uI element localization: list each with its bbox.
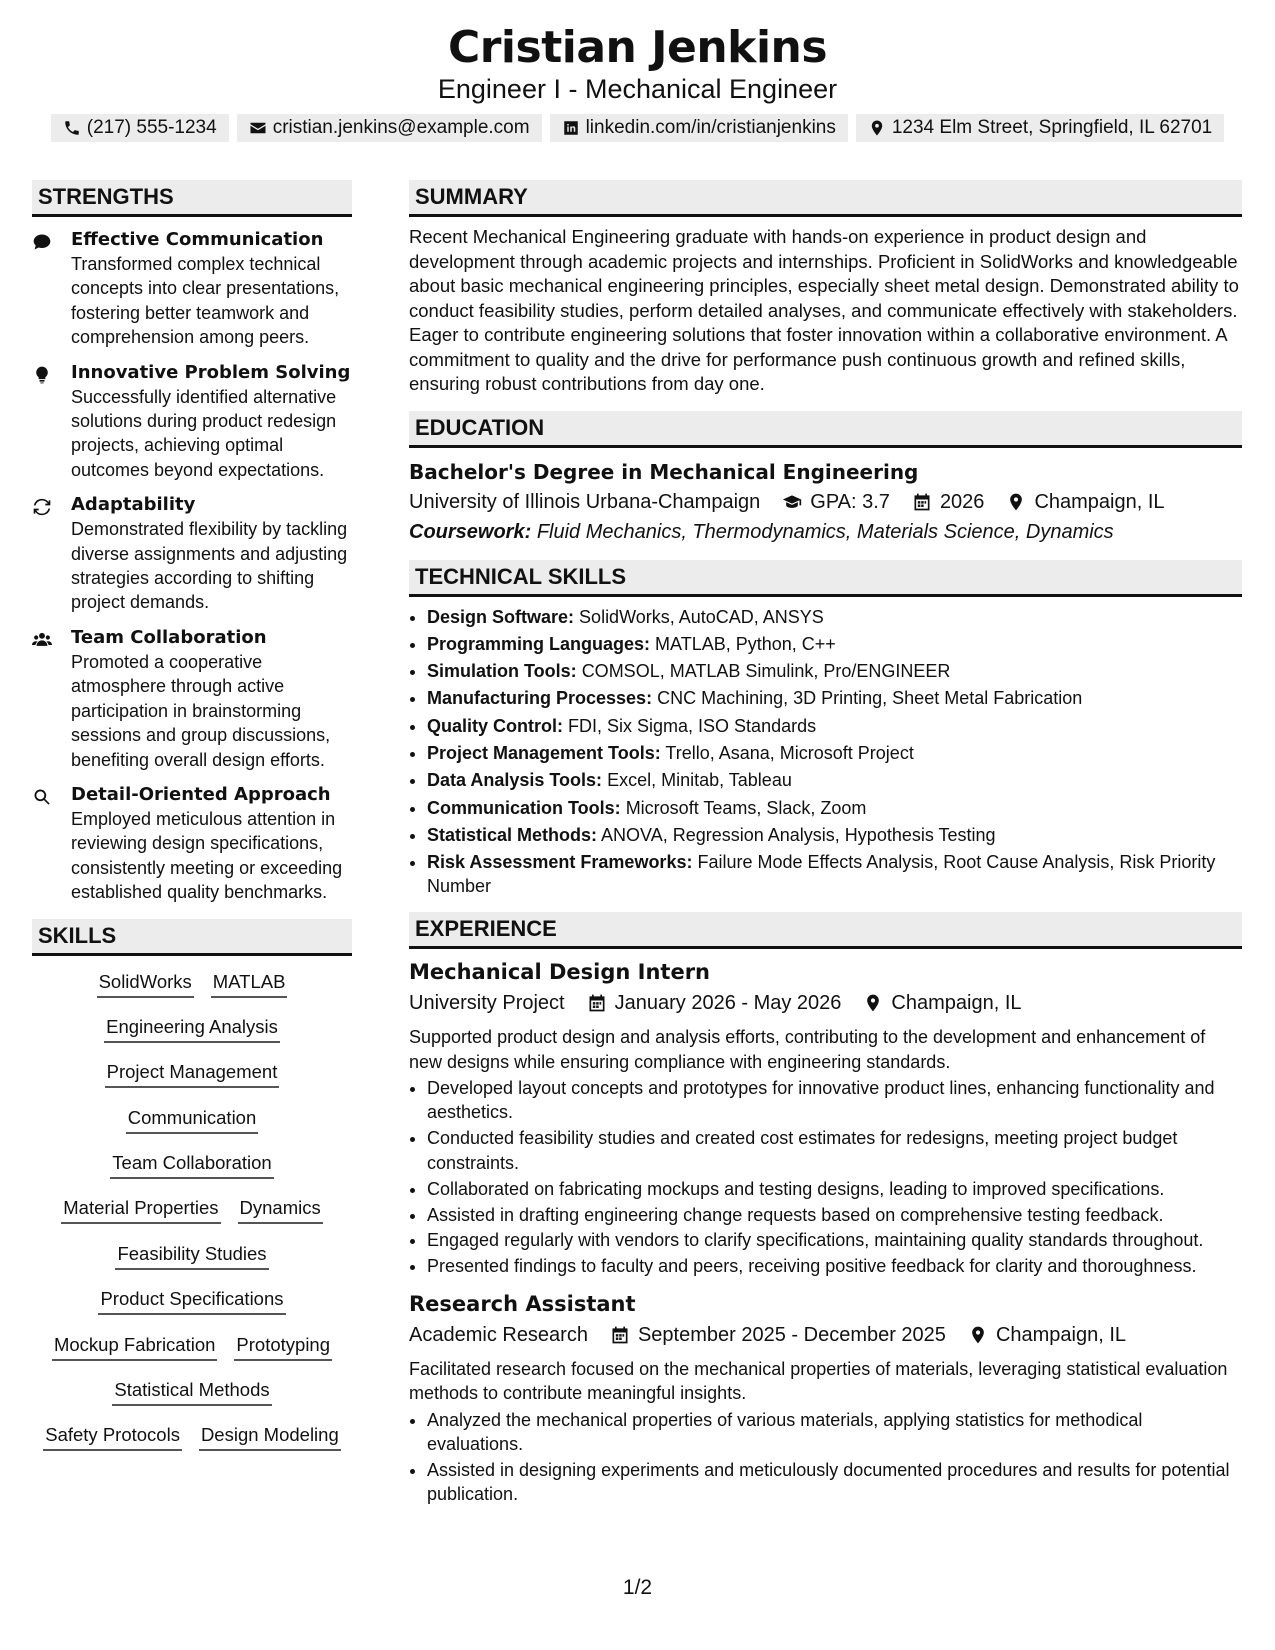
skill-values: MATLAB, Python, C++ [655, 633, 836, 654]
skill-tag: Engineering Analysis [104, 1015, 280, 1043]
coursework [409, 518, 1242, 546]
calendar-icon [587, 993, 607, 1013]
job-description: Supported product design and analysis efforts, contributing to the development and enhancement of new designs while ensuring compliance with engineering standards. [409, 1027, 1206, 1072]
skill-tag: SolidWorks [97, 970, 194, 998]
job-entry [409, 957, 1242, 1279]
strength-item [32, 626, 352, 772]
job-bullets [409, 1076, 1242, 1279]
skill-category: Statistical Methods: [427, 824, 598, 845]
job-title: Research Assistant [409, 1291, 636, 1316]
school-name: University of Illinois Urbana-Champaign [409, 490, 761, 513]
sync-icon [32, 497, 52, 517]
right-column [409, 180, 1242, 1517]
skill-category: Simulation Tools: [427, 661, 577, 682]
skill-category: Data Analysis Tools: [427, 770, 603, 791]
skill-tag: MATLAB [211, 970, 288, 998]
skill-values: FDI, Six Sigma, ISO Standards [568, 715, 817, 736]
contact-phone [51, 114, 229, 142]
job-description: Facilitated research focused on the mechanical properties of materials, leveraging statistical evaluation methods to contribute meaningful insights. [409, 1358, 1228, 1404]
skill-tag: Feasibility Studies [115, 1242, 268, 1270]
list-item: • Presented findings to faculty and peers, receiving positive feedback for clarity and thoroughness. [427, 1254, 1242, 1278]
summary-heading: SUMMARY [409, 180, 1242, 217]
skill-values: Microsoft Teams, Slack, Zoom [625, 797, 867, 818]
skill-category: Design Software: [427, 606, 575, 627]
strength-desc: Promoted a cooperative atmosphere through active participation in brainstorming sessions and group discussions, benefiting overall design efforts. [71, 651, 331, 770]
job-org: Academic Research [409, 1323, 588, 1346]
skill-tag: Mockup Fabrication [52, 1333, 217, 1361]
job-meta [409, 987, 1242, 1019]
strength-item [32, 228, 352, 350]
skill-values: CNC Machining, 3D Printing, Sheet Metal Fabrication [657, 688, 1083, 709]
strength-desc: Employed meticulous attention in reviewing design specifications, consistently meeting or exceeding established quality benchmarks. [71, 808, 343, 903]
map-pin-icon [1006, 492, 1026, 512]
list-item [427, 659, 1242, 683]
contact-address-text: 1234 Elm Street, Springfield, IL 62701 [891, 117, 1213, 138]
contact-email [237, 114, 542, 142]
summary-text: Recent Mechanical Engineering graduate with hands-on experience in product design and development through academic projects and internships. Proficient in SolidWorks and knowledgeable about basic mechanical engineering principles, especially sheet metal design. Demonstrated ability to conduct feasibility studies, perform detailed analyses, and communicate effectively with stakeholders. Eager to contribute engineering solutions that foster innovation within a collaborative environment. A commitment to quality and the drive for performance push continuous growth and refined skills, ensuring robust contributions from day one. [409, 226, 1239, 394]
skills-list [32, 970, 352, 1469]
strength-title: Effective Communication [71, 229, 324, 250]
technical-skills-heading: TECHNICAL SKILLS [409, 560, 1242, 597]
contact-linkedin-text: linkedin.com/in/cristianjenkins [585, 117, 836, 138]
list-item: • Developed layout concepts and prototypes for innovative product lines, enhancing functionality and aesthetics. [427, 1076, 1242, 1125]
skill-tag: Prototyping [234, 1333, 332, 1361]
gpa: GPA: 3.7 [810, 490, 890, 513]
skill-values: SolidWorks, AutoCAD, ANSYS [579, 606, 824, 627]
list-item [427, 850, 1242, 898]
skill-values: Failure Mode Effects Analysis, Root Cause Analysis, Risk Priority Number [427, 852, 1216, 897]
skill-tag: Team Collaboration [110, 1151, 273, 1179]
strength-item [32, 361, 352, 483]
envelope-icon [249, 119, 267, 137]
graduation-year: 2026 [939, 490, 985, 513]
job-location: Champaign, IL [891, 992, 1022, 1015]
search-icon [32, 787, 52, 807]
skill-tag: Statistical Methods [112, 1378, 271, 1406]
skill-values: Trello, Asana, Microsoft Project [665, 742, 914, 763]
list-item: • Analyzed the mechanical properties of various materials, applying statistics for methodical evaluations. [427, 1408, 1242, 1457]
list-item [427, 686, 1242, 710]
skill-category: Risk Assessment Frameworks: [427, 852, 693, 873]
job-dates: September 2025 - December 2025 [637, 1323, 946, 1346]
skill-tag: Material Properties [61, 1196, 220, 1224]
contact-bar [0, 114, 1275, 142]
education-meta [409, 486, 1242, 518]
skill-tag: Project Management [105, 1060, 280, 1088]
skill-values: COMSOL, MATLAB Simulink, Pro/ENGINEER [581, 661, 951, 682]
degree: Bachelor's Degree in Mechanical Engineering [409, 459, 919, 484]
page-number: 1/2 [622, 1576, 653, 1599]
map-pin-icon [968, 1325, 988, 1345]
skill-tag: Safety Protocols [43, 1423, 182, 1451]
strength-desc: Successfully identified alternative solutions during product redesign projects, achieving optimal outcomes beyond expectations. [71, 386, 337, 480]
job-entry [409, 1289, 1242, 1507]
job-location: Champaign, IL [995, 1323, 1127, 1346]
list-item [427, 632, 1242, 656]
list-item: • Engaged regularly with vendors to clarify specifications, maintaining quality standards throughout. [427, 1228, 1242, 1252]
lightbulb-icon [32, 365, 52, 385]
list-item: • Assisted in drafting engineering change requests based on comprehensive testing feedback. [427, 1203, 1242, 1227]
job-bullets [409, 1408, 1242, 1507]
map-pin-icon [863, 993, 883, 1013]
strength-desc: Demonstrated flexibility by tackling diverse assignments and adjusting strategies according to shifting project demands. [71, 519, 348, 613]
education-location: Champaign, IL [1034, 490, 1165, 513]
job-title: Mechanical Design Intern [409, 960, 711, 985]
skills-heading: SKILLS [32, 919, 352, 956]
skill-category: Manufacturing Processes: [427, 688, 653, 709]
map-pin-icon [868, 119, 886, 137]
candidate-title: Engineer I - Mechanical Engineer [437, 74, 838, 104]
technical-skills-list [409, 605, 1242, 899]
skill-category: Communication Tools: [427, 797, 621, 818]
list-item [427, 605, 1242, 629]
skill-category: Quality Control: [427, 715, 563, 736]
calendar-icon [610, 1325, 630, 1345]
left-column [32, 180, 352, 1469]
skill-values: Excel, Minitab, Tableau [607, 770, 792, 791]
list-item [427, 741, 1242, 765]
experience-heading: EXPERIENCE [409, 912, 1242, 949]
users-icon [32, 630, 52, 650]
contact-linkedin [550, 114, 848, 142]
strength-desc: Transformed complex technical concepts into clear presentations, fostering better teamwork and comprehension among peers. [71, 254, 340, 348]
strengths-list [32, 228, 352, 905]
coursework-label: Coursework: [409, 520, 532, 543]
list-item: • Conducted feasibility studies and created cost estimates for redesigns, meeting project budget constraints. [427, 1126, 1242, 1175]
speech-bubble-icon [32, 232, 52, 252]
strength-item [32, 493, 352, 615]
list-item [427, 823, 1242, 847]
calendar-icon [912, 492, 932, 512]
contact-address [856, 114, 1224, 142]
list-item: • Assisted in designing experiments and meticulously documented procedures and results for potential publication. [427, 1458, 1242, 1507]
list-item [427, 714, 1242, 738]
skill-tag: Communication [126, 1106, 259, 1134]
list-item: • Collaborated on fabricating mockups and testing designs, leading to improved specifications. [427, 1177, 1242, 1201]
strength-item [32, 783, 352, 905]
candidate-name: Cristian Jenkins [447, 22, 828, 73]
coursework-list: Fluid Mechanics, Thermodynamics, Materials Science, Dynamics [536, 520, 1114, 543]
linkedin-icon [562, 119, 580, 137]
job-dates: January 2026 - May 2026 [614, 992, 842, 1015]
strength-title: Detail-Oriented Approach [71, 783, 331, 805]
education-entry [409, 458, 1242, 546]
list-item [427, 796, 1242, 820]
contact-phone-text: (217) 555-1234 [86, 117, 217, 138]
graduation-cap-icon [782, 492, 802, 512]
education-heading: EDUCATION [409, 411, 1242, 448]
phone-icon [63, 119, 81, 137]
contact-email-text: cristian.jenkins@example.com [272, 117, 530, 138]
skill-tag: Product Specifications [98, 1287, 285, 1315]
skill-tag: Design Modeling [199, 1423, 341, 1451]
skill-values: ANOVA, Regression Analysis, Hypothesis Testing [601, 824, 996, 845]
strengths-heading: STRENGTHS [32, 180, 352, 217]
skill-category: Project Management Tools: [427, 742, 661, 763]
list-item [427, 768, 1242, 792]
job-meta [409, 1319, 1242, 1351]
strength-title: Innovative Problem Solving [71, 361, 351, 383]
skill-tag: Dynamics [238, 1196, 323, 1224]
strength-title: Team Collaboration [71, 626, 267, 648]
strength-title: Adaptability [71, 494, 196, 516]
skill-category: Programming Languages: [427, 633, 651, 654]
job-org: University Project [409, 992, 565, 1015]
